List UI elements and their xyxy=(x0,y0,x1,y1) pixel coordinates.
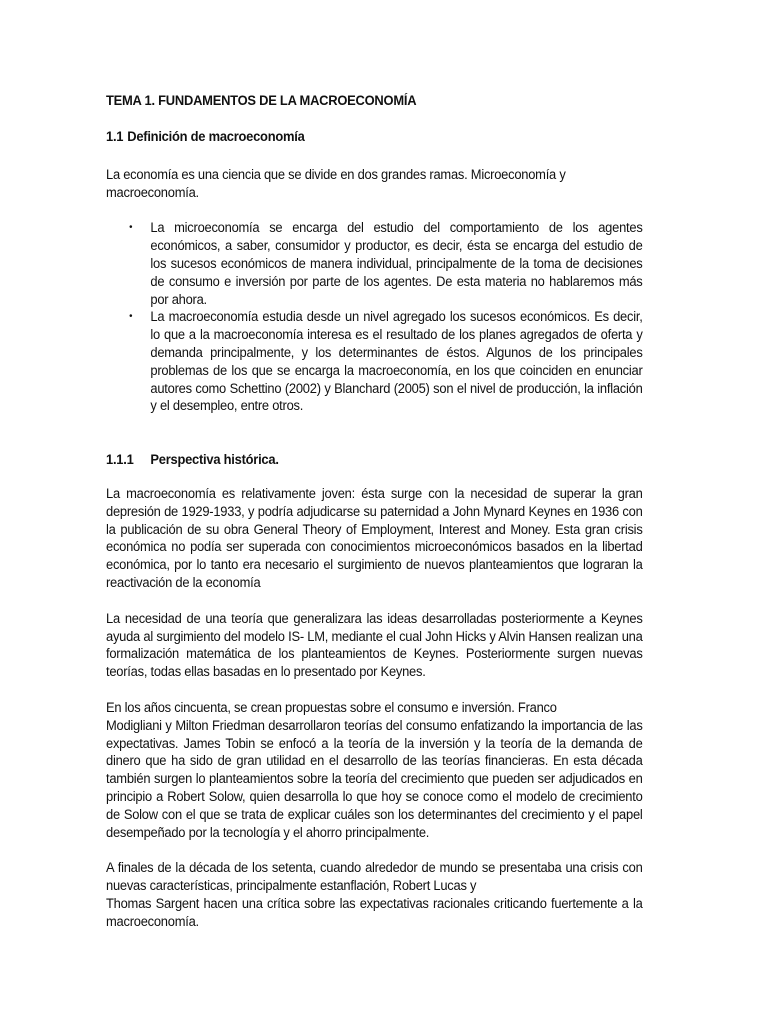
bullet-text: La microeconomía se encarga del estudio del comportamiento de los agentes económicos, a saber, consumidor y productor, es decir, ésta se encarga del estudio de los sucesos económicos de manera individual, principalmente de la toma de decisiones de consumo e inversión por parte de los agentes. De esta materia no hablaremos más por ahora. xyxy=(150,220,643,307)
section-heading-1-1-1 xyxy=(106,451,643,469)
intro-paragraph: La economía es una ciencia que se divide en dos grandes ramas. Microeconomía y macroeconomía. xyxy=(106,166,566,200)
section-heading-1-1 xyxy=(106,128,643,146)
paragraph-is-lm: La necesidad de una teoría que generalizara las ideas desarrolladas posteriormente a Keynes ayuda al surgimiento del modelo IS- LM, mediante el cual John Hicks y Alvin Hansen realizan una formalización matemática de los planteamientos de Keynes. Posteriormente surgen nuevas teorías, todas ellas basadas en lo presentado por Keynes. xyxy=(106,610,643,680)
bullet-list xyxy=(106,219,643,415)
paragraph-text: A finales de la década de los setenta, cuando alrededor de mundo se presentaba una crisis con nuevas características, principalmente estanflación, Robert Lucas y xyxy=(106,860,643,894)
paragraph-line: En los años cincuenta, se crean propuestas sobre el consumo e inversión. Franco xyxy=(106,699,557,715)
bullet-icon: • xyxy=(129,311,133,323)
section-number: 1.1.1 xyxy=(106,452,134,468)
list-item xyxy=(129,308,643,415)
bullet-icon: • xyxy=(129,222,133,234)
paragraph-fifties xyxy=(106,699,643,841)
document-title: TEMA 1. FUNDAMENTOS DE LA MACROECONOMÍA xyxy=(106,93,417,108)
section-number: 1.1 xyxy=(106,129,124,144)
section-heading-text: Perspectiva histórica. xyxy=(150,452,279,468)
document-body xyxy=(106,92,643,948)
paragraph-text: Modigliani y Milton Friedman desarrollaron teorías del consumo enfatizando la importancia de las expectativas. James Tobin se enfocó a la teoría de la inversión y la teoría de la demanda de dinero que ha sido de gran utilidad en el desarrollo de las teorías financieras. En esta década también surgen lo planteamientos sobre la teoría del crecimiento que pueden ser adjudicados en principio a Robert Solow, quien desarrolla lo que hoy se conoce como el modelo de crecimiento de Solow con el que se trata de explicar cuáles son los determinantes del crecimiento y el papel desempeñado por la tecnología y el ahorro principalmente. xyxy=(106,717,643,840)
list-item xyxy=(129,219,643,308)
paragraph-seventies xyxy=(106,859,643,930)
bullet-text: La macroeconomía estudia desde un nivel agregado los sucesos económicos. Es decir, lo que a la macroeconomía interesa es el resultado de los planes agregados de oferta y demanda principalmente, y los determinantes de éstos. Algunos de los principales problemas de los que se encarga la macroeconomía, en los que coinciden en enunciar autores como Schettino (2002) y Blanchard (2005) son el nivel de producción, la inflación y el desempleo, entre otros. xyxy=(150,309,643,414)
section-heading-text: Definición de macroeconomía xyxy=(127,129,305,144)
paragraph-text: Thomas Sargent hacen una crítica sobre las expectativas racionales criticando fuertemente a la macroeconomía. xyxy=(106,895,643,929)
paragraph-origins: La macroeconomía es relativamente joven: ésta surge con la necesidad de superar la gran depresión de 1929-1933, y podría adjudicarse su paternidad a John Mynard Keynes en 1936 con la publicación de su obra General Theory of Employment, Interest and Money. Esta gran crisis económica no podía ser superada con conocimientos microeconómicos basados en la libertad económica, por lo tanto era necesario el surgimiento de nuevos planteamientos que lograran la reactivación de la economía xyxy=(106,485,643,590)
